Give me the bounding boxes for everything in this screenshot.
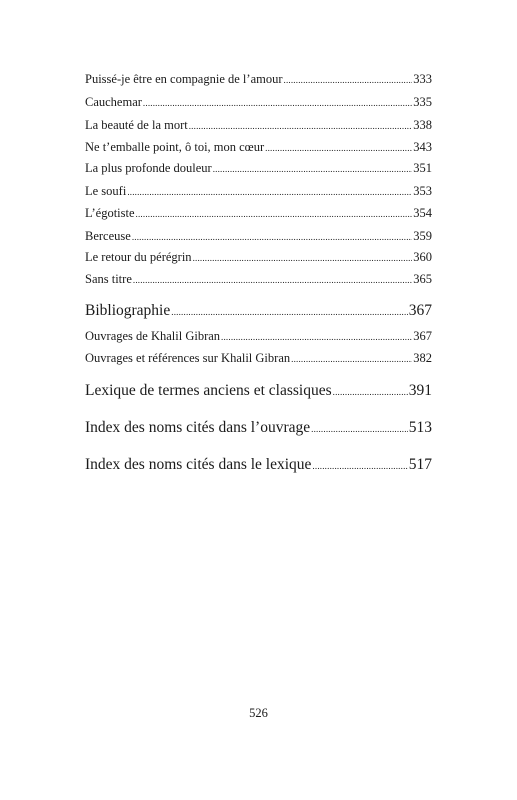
toc-entry-title: La plus profonde douleur — [85, 161, 212, 175]
toc-entry[interactable] — [85, 117, 432, 134]
dot-leader — [127, 184, 412, 200]
toc-entry[interactable] — [85, 94, 432, 111]
dot-leader — [221, 329, 412, 345]
toc-entry-page: 335 — [413, 95, 432, 109]
toc-section-index-lexique[interactable] — [85, 455, 432, 476]
page-number: 526 — [249, 706, 268, 720]
toc-entry-title: L’égotiste — [85, 206, 135, 220]
toc-entry[interactable] — [85, 271, 432, 288]
toc-entry-title: Ne t’emballe point, ô toi, mon cœur — [85, 140, 265, 154]
toc-entry-page: 391 — [408, 382, 432, 399]
dot-leader — [265, 140, 412, 156]
dot-leader — [213, 161, 413, 177]
toc-entry[interactable] — [85, 139, 432, 156]
toc-entry[interactable] — [85, 160, 432, 177]
toc-entry[interactable] — [85, 71, 432, 88]
toc-entry-page: 367 — [413, 329, 432, 343]
toc-entry-page: 359 — [413, 229, 432, 243]
toc-entry-page: 338 — [413, 118, 432, 132]
dot-leader — [189, 118, 413, 134]
dot-leader — [284, 72, 413, 88]
toc-entry-title: Puissé-je être en compagnie de l’amour — [85, 72, 283, 86]
toc-entry-page: 382 — [413, 351, 432, 365]
dot-leader — [136, 206, 413, 222]
toc-entry-page: 343 — [413, 140, 432, 154]
toc-entry-title: Cauchemar — [85, 95, 142, 109]
dot-leader — [132, 229, 412, 245]
dot-leader — [333, 382, 408, 402]
toc-section-bibliographie[interactable] — [85, 301, 432, 322]
toc-section-title: Index des noms cités dans le lexique — [85, 456, 312, 473]
toc-entry-title: Berceuse — [85, 229, 131, 243]
toc-section-title: Index des noms cités dans l’ouvrage — [85, 419, 311, 436]
toc-section-title: Bibliographie — [85, 302, 171, 319]
toc-entry-page: 365 — [413, 272, 432, 286]
toc-entry[interactable] — [85, 205, 432, 222]
dot-leader — [193, 250, 413, 266]
toc-entry-title: Sans titre — [85, 272, 132, 286]
toc-entry-title: La beauté de la mort — [85, 118, 188, 132]
toc-entry[interactable] — [85, 249, 432, 266]
toc-entry[interactable] — [85, 328, 432, 345]
dot-leader — [143, 95, 412, 111]
toc-entry-page: 517 — [408, 456, 432, 473]
toc-entry-page: 360 — [413, 250, 432, 264]
toc-entry-page: 513 — [408, 419, 432, 436]
dot-leader — [291, 351, 412, 367]
toc-entry-title: Le soufi — [85, 184, 127, 198]
dot-leader — [312, 456, 407, 476]
dot-leader — [133, 272, 412, 288]
toc-entry[interactable] — [85, 183, 432, 200]
toc-entry[interactable] — [85, 350, 432, 367]
dot-leader — [311, 419, 408, 439]
dot-leader — [171, 302, 408, 322]
toc-entry[interactable] — [85, 228, 432, 245]
toc-entry-page: 354 — [413, 206, 432, 220]
toc-section-index-ouvrage[interactable] — [85, 418, 432, 439]
toc-entry-page: 333 — [413, 72, 432, 86]
toc-entry-title: Ouvrages et références sur Khalil Gibran — [85, 351, 291, 365]
toc-entry-page: 353 — [413, 184, 432, 198]
toc-entry-page: 367 — [408, 302, 432, 319]
toc-entry-title: Le retour du pérégrin — [85, 250, 192, 264]
toc-entry-title: Ouvrages de Khalil Gibran — [85, 329, 221, 343]
toc-section-lexique[interactable] — [85, 381, 432, 402]
toc-section-title: Lexique de termes anciens et classiques — [85, 382, 332, 399]
toc-entry-page: 351 — [413, 161, 432, 175]
